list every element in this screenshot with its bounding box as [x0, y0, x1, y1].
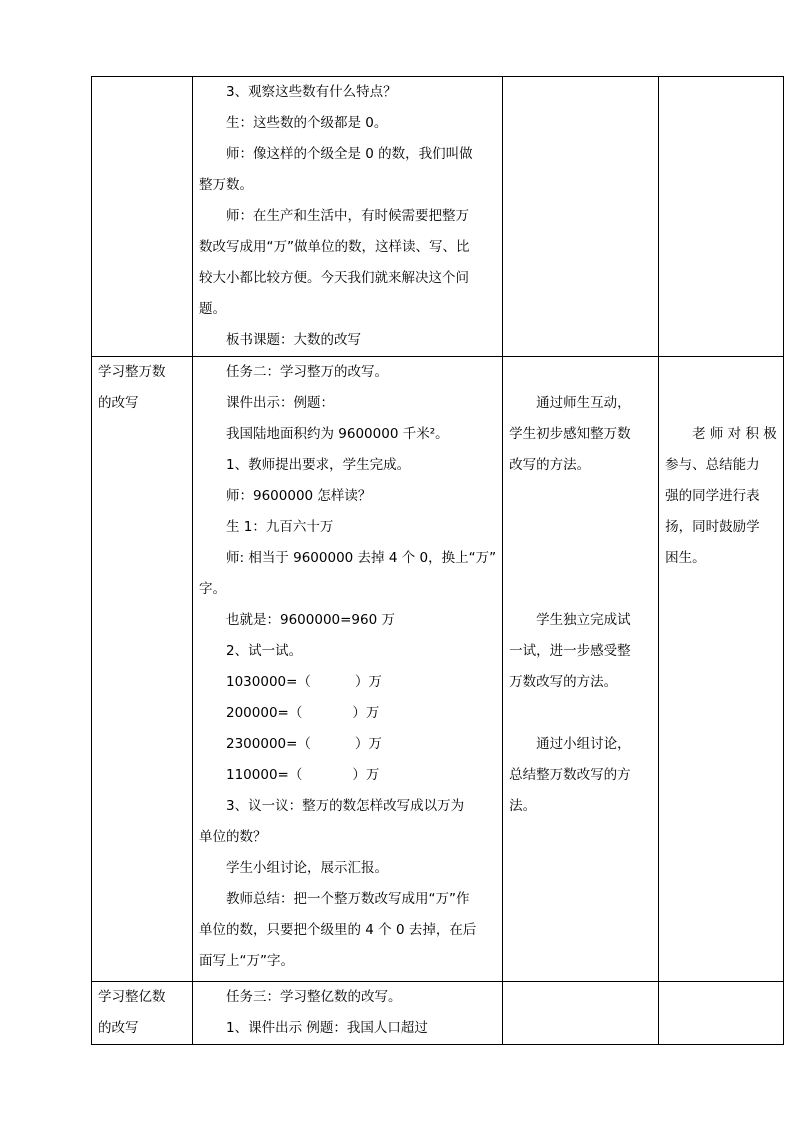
text-line: 2、试一试。 — [226, 643, 303, 659]
activity-cell — [193, 357, 503, 982]
text-line: 生：这些数的个级都是 0。 — [226, 115, 388, 131]
evaluation-cell — [659, 357, 784, 982]
lesson-plan-table — [91, 76, 784, 1045]
text-line: 学生独立完成试 — [536, 612, 631, 628]
text-line: 强的同学进行表 — [665, 488, 760, 504]
text-line: 万数改写的方法。 — [509, 674, 618, 690]
stage-cell — [92, 77, 193, 357]
text-line: 题。 — [199, 301, 226, 317]
text-line: 字。 — [199, 581, 226, 597]
exercise-line: 2300000=（ ）万 — [226, 736, 382, 752]
stage-cell — [92, 982, 193, 1045]
text-line: 1、教师提出要求，学生完成。 — [226, 457, 411, 473]
intent-cell — [503, 77, 659, 357]
text-line: 法。 — [509, 798, 537, 814]
text-line: 1、课件出示 例题：我国人口超过 — [226, 1020, 428, 1036]
evaluation-cell — [659, 77, 784, 357]
text-line: 一试，进一步感受整 — [509, 643, 631, 659]
text-line: 我国陆地面积约为 9600000 千米²。 — [226, 426, 449, 442]
text-line: 困生。 — [665, 550, 706, 566]
text-line: 课件出示：例题： — [226, 395, 334, 411]
text-line: 3、议一议：整万的数怎样改写成以万为 — [226, 798, 465, 814]
text-line: 学生小组讨论，展示汇报。 — [226, 860, 388, 876]
text-line: 较大小都比较方便。今天我们就来解决这个问 — [199, 270, 469, 286]
text-line: 整万数。 — [199, 177, 253, 193]
text-line: 通过小组讨论， — [536, 736, 631, 752]
text-line: 教师总结：把一个整万数改写成用“万”作 — [226, 891, 470, 907]
text-line: 老 师 对 积 极 — [692, 426, 777, 442]
stage-title: 学习整万数 — [98, 364, 166, 380]
text-line: 师：9600000 怎样读？ — [226, 488, 372, 504]
activity-cell — [193, 77, 503, 357]
text-line: 通过师生互动， — [536, 395, 631, 411]
exercise-line: 110000=（ ）万 — [226, 767, 380, 783]
text-line: 师：像这样的个级全是 0 的数，我们叫做 — [226, 146, 473, 162]
activity-cell — [193, 982, 503, 1045]
text-line: 改写的方法。 — [509, 457, 591, 473]
text-line: 任务二：学习整万的改写。 — [226, 364, 388, 380]
stage-cell — [92, 357, 193, 982]
text-line: 师: 相当于 9600000 去掉 4 个 0，换上“万” — [226, 550, 497, 566]
text-line: 面写上“万”字。 — [199, 953, 294, 969]
table-row — [92, 982, 784, 1045]
text-line: 数改写成用“万”做单位的数，这样读、写、比 — [199, 239, 470, 255]
exercise-line: 200000=（ ）万 — [226, 705, 380, 721]
intent-cell — [503, 357, 659, 982]
text-line: 单位的数，只要把个级里的 4 个 0 去掉，在后 — [199, 922, 477, 938]
text-line: 总结整万数改写的方 — [509, 767, 631, 783]
stage-title: 的改写 — [98, 395, 139, 411]
table-row — [92, 77, 784, 357]
text-line: 也就是：9600000=960 万 — [226, 612, 395, 628]
text-line: 参与、总结能力 — [665, 457, 760, 473]
exercise-line: 1030000=（ ）万 — [226, 674, 382, 690]
text-line: 板书课题：大数的改写 — [226, 332, 361, 348]
text-line: 单位的数？ — [199, 829, 267, 845]
text-line: 扬，同时鼓励学 — [665, 519, 760, 535]
text-line: 任务三：学习整亿数的改写。 — [226, 989, 402, 1005]
intent-cell — [503, 982, 659, 1045]
table-row — [92, 357, 784, 982]
text-line: 师：在生产和生活中，有时候需要把整万 — [226, 208, 469, 224]
stage-title: 的改写 — [98, 1020, 139, 1036]
text-line: 3、观察这些数有什么特点？ — [226, 84, 397, 100]
evaluation-cell — [659, 982, 784, 1045]
text-line: 学生初步感知整万数 — [509, 426, 631, 442]
text-line: 生 1：九百六十万 — [226, 519, 334, 535]
stage-title: 学习整亿数 — [98, 989, 166, 1005]
